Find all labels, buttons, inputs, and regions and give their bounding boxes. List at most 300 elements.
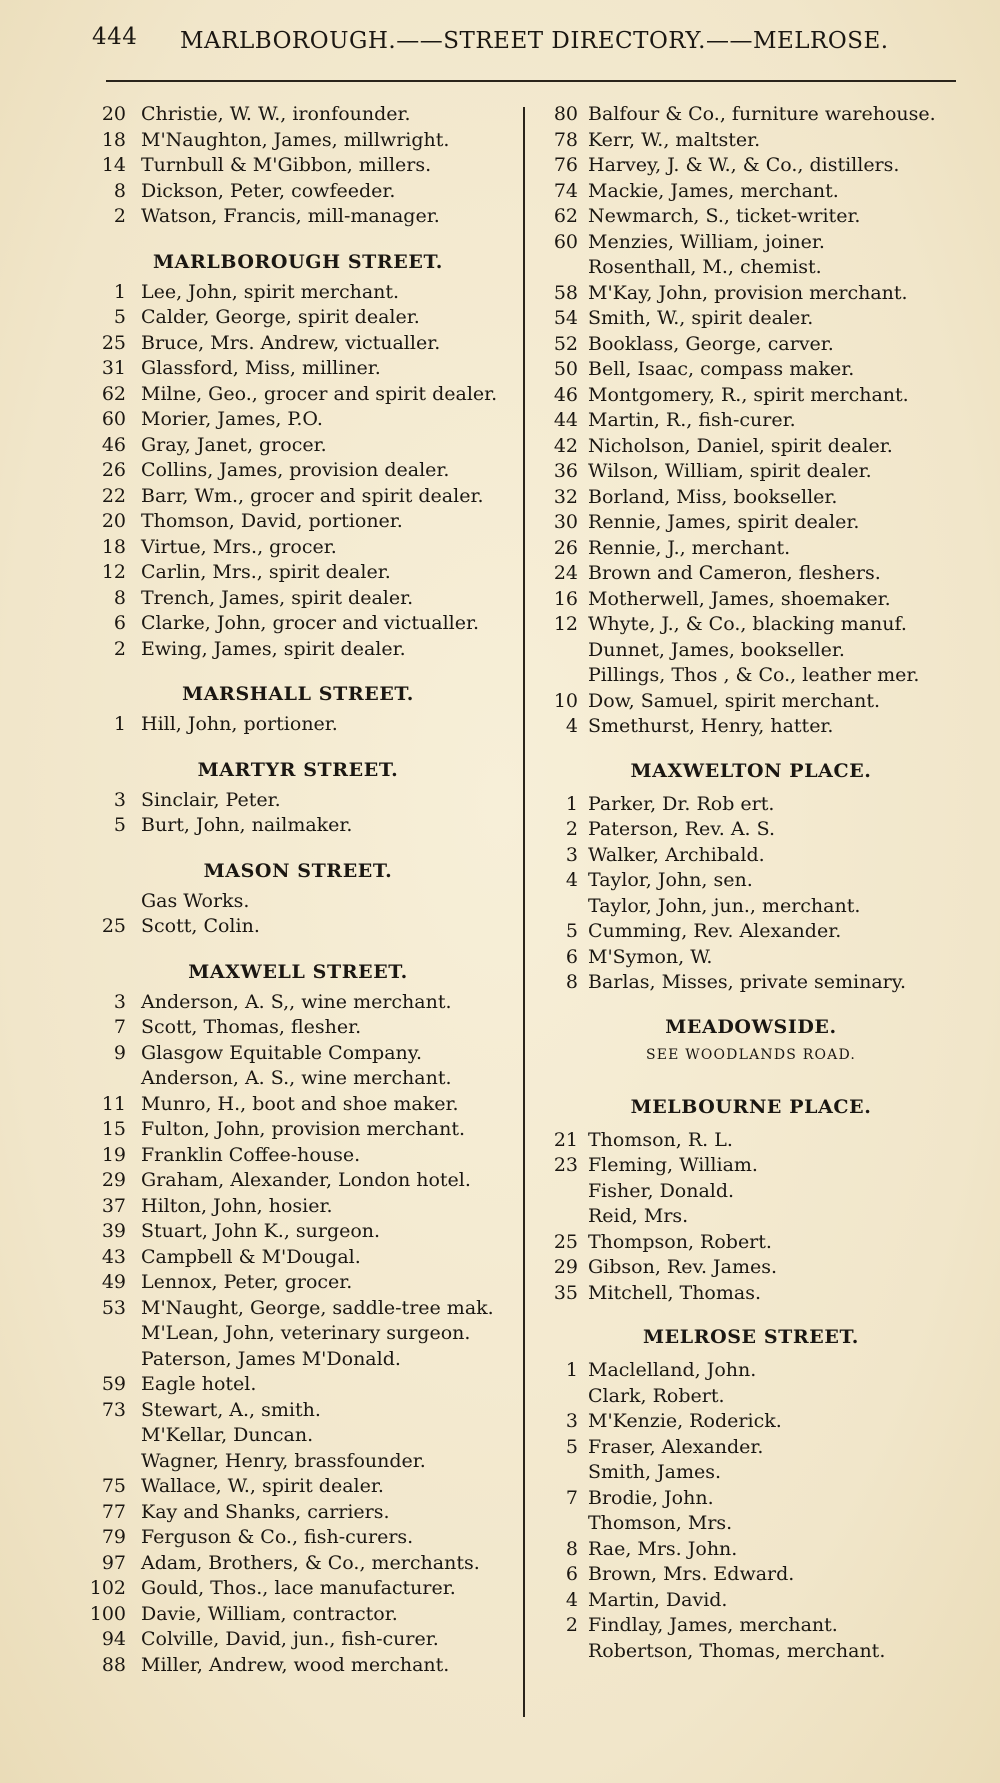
directory-entry bbox=[78, 1296, 518, 1322]
resident-name: Dickson, Peter, cowfeeder. bbox=[141, 179, 396, 202]
resident-name: Motherwell, James, shoemaker. bbox=[588, 587, 891, 610]
directory-entry bbox=[536, 970, 966, 996]
directory-entry bbox=[78, 1551, 518, 1577]
directory-entry bbox=[78, 1500, 518, 1526]
spacer bbox=[78, 705, 518, 712]
directory-entry bbox=[536, 894, 966, 920]
house-number: 36 bbox=[553, 460, 578, 482]
directory-entry bbox=[536, 1486, 966, 1512]
house-number: 7 bbox=[565, 1486, 578, 1509]
directory-entry bbox=[536, 1588, 966, 1614]
house-number: 35 bbox=[553, 1281, 578, 1304]
directory-entry bbox=[78, 1270, 518, 1296]
spacer bbox=[536, 1118, 966, 1128]
resident-name: Gray, Janet, grocer. bbox=[141, 433, 327, 456]
resident-name: Dow, Samuel, spirit merchant. bbox=[588, 689, 881, 712]
resident-name: Virtue, Mrs., grocer. bbox=[141, 535, 337, 558]
directory-entry bbox=[536, 102, 966, 128]
street-heading: MARTYR STREET. bbox=[197, 758, 399, 781]
house-number: 30 bbox=[553, 511, 578, 533]
directory-entry bbox=[78, 382, 518, 408]
resident-name: M'Naughton, James, millwright. bbox=[141, 128, 450, 151]
resident-name: Walker, Archibald. bbox=[588, 843, 765, 866]
spacer bbox=[78, 839, 518, 860]
resident-name: Fleming, William. bbox=[588, 1154, 758, 1176]
house-number: 80 bbox=[553, 103, 578, 125]
house-number: 1 bbox=[113, 280, 126, 303]
directory-entry bbox=[78, 1321, 518, 1347]
house-number: 60 bbox=[101, 408, 126, 430]
directory-entry bbox=[78, 1347, 518, 1373]
house-number: 1 bbox=[113, 713, 126, 735]
resident-name: Hilton, John, hosier. bbox=[141, 1194, 333, 1217]
directory-entry bbox=[536, 255, 966, 281]
resident-name: Dunnet, James, bookseller. bbox=[588, 638, 845, 661]
directory-entry bbox=[536, 612, 966, 638]
resident-name: Miller, Andrew, wood merchant. bbox=[141, 1653, 450, 1676]
spacer bbox=[78, 273, 518, 280]
directory-entry bbox=[78, 535, 518, 561]
house-number: 15 bbox=[101, 1118, 126, 1140]
directory-entry bbox=[536, 281, 966, 307]
resident-name: Collins, James, provision dealer. bbox=[141, 459, 450, 481]
directory-entry bbox=[78, 1398, 518, 1424]
house-number: 3 bbox=[113, 990, 126, 1013]
directory-entry bbox=[536, 638, 966, 664]
directory-entry bbox=[536, 919, 966, 945]
street-heading: MELROSE STREET. bbox=[643, 1326, 859, 1348]
house-number: 39 bbox=[101, 1220, 126, 1242]
directory-entry bbox=[78, 305, 518, 331]
resident-name: Eagle hotel. bbox=[141, 1373, 257, 1395]
directory-entry bbox=[536, 561, 966, 587]
directory-entry bbox=[78, 484, 518, 510]
directory-entry bbox=[78, 1168, 518, 1194]
resident-name: Mackie, James, merchant. bbox=[588, 179, 839, 202]
resident-name: Rennie, James, spirit dealer. bbox=[588, 511, 860, 533]
resident-name: Reid, Mrs. bbox=[588, 1205, 689, 1227]
house-number: 7 bbox=[113, 1016, 126, 1038]
directory-entry bbox=[78, 788, 518, 814]
directory-entry bbox=[536, 510, 966, 536]
directory-entry bbox=[78, 407, 518, 433]
spacer bbox=[78, 230, 518, 251]
house-number: 5 bbox=[113, 814, 126, 836]
directory-entry bbox=[536, 792, 966, 818]
street-heading: MELBOURNE PLACE. bbox=[630, 1095, 872, 1118]
house-number: 74 bbox=[553, 179, 578, 202]
resident-name: M'Kay, John, provision merchant. bbox=[588, 281, 908, 304]
house-number: 102 bbox=[89, 1577, 126, 1599]
directory-entry bbox=[78, 1117, 518, 1143]
directory-entry bbox=[536, 485, 966, 511]
spacer bbox=[536, 996, 966, 1016]
header-rule bbox=[106, 80, 956, 82]
resident-name: Fulton, John, provision merchant. bbox=[141, 1118, 465, 1140]
spacer bbox=[78, 738, 518, 759]
house-number: 21 bbox=[553, 1128, 578, 1151]
resident-name: Graham, Alexander, London hotel. bbox=[141, 1169, 471, 1191]
directory-entry bbox=[78, 356, 518, 382]
resident-name: Martin, R., fish-curer. bbox=[588, 409, 796, 431]
resident-name: Sinclair, Peter. bbox=[141, 788, 281, 811]
house-number: 2 bbox=[565, 818, 578, 840]
resident-name: Stewart, A., smith. bbox=[141, 1398, 321, 1421]
resident-name: Martin, David. bbox=[588, 1588, 728, 1611]
directory-entry bbox=[78, 1015, 518, 1041]
directory-entry bbox=[536, 153, 966, 179]
resident-name: Wallace, W., spirit dealer. bbox=[141, 1475, 384, 1497]
house-number: 24 bbox=[553, 562, 578, 584]
resident-name: Scott, Colin. bbox=[141, 915, 260, 937]
house-number: 8 bbox=[113, 179, 126, 202]
resident-name: M'Lean, John, veterinary surgeon. bbox=[141, 1322, 471, 1344]
resident-name: Montgomery, R., spirit merchant. bbox=[588, 383, 909, 406]
house-number: 49 bbox=[101, 1271, 126, 1293]
directory-entry bbox=[78, 102, 518, 128]
street-heading: MAXWELTON PLACE. bbox=[630, 759, 872, 782]
directory-entry bbox=[536, 945, 966, 971]
directory-entry bbox=[78, 990, 518, 1016]
directory-entry bbox=[536, 689, 966, 715]
resident-name: Gas Works. bbox=[141, 889, 250, 912]
directory-entry bbox=[78, 889, 518, 915]
directory-entry bbox=[78, 1525, 518, 1551]
house-number: 25 bbox=[553, 1230, 578, 1253]
house-number: 3 bbox=[113, 788, 126, 811]
street-heading: MEADOWSIDE. bbox=[665, 1015, 837, 1038]
house-number: 20 bbox=[101, 510, 126, 532]
house-number: 46 bbox=[101, 433, 126, 456]
resident-name: Gould, Thos., lace manufacturer. bbox=[141, 1577, 456, 1599]
page-number: 444 bbox=[92, 24, 138, 50]
house-number: 25 bbox=[101, 915, 126, 937]
resident-name: Brown and Cameron, fleshers. bbox=[588, 562, 881, 584]
directory-entry bbox=[78, 1627, 518, 1653]
house-number: 5 bbox=[565, 920, 578, 942]
spacer bbox=[536, 1348, 966, 1358]
resident-name: Franklin Coffee-house. bbox=[141, 1143, 361, 1166]
resident-name: Rosenthall, M., chemist. bbox=[588, 256, 822, 278]
resident-name: Rennie, J., merchant. bbox=[588, 536, 791, 559]
resident-name: Gibson, Rev. James. bbox=[588, 1256, 778, 1278]
resident-name: Turnbull & M'Gibbon, millers. bbox=[141, 154, 432, 176]
house-number: 11 bbox=[101, 1092, 126, 1115]
resident-name: Taylor, John, sen. bbox=[588, 869, 753, 891]
resident-name: Thomson, R. L. bbox=[588, 1128, 733, 1151]
resident-name: Adam, Brothers, & Co., merchants. bbox=[141, 1551, 480, 1574]
house-number: 78 bbox=[553, 128, 578, 151]
resident-name: Pillings, Thos , & Co., leather mer. bbox=[588, 664, 920, 686]
house-number: 77 bbox=[101, 1500, 126, 1523]
house-number: 42 bbox=[553, 434, 578, 457]
running-title: MARLBOROUGH.——STREET DIRECTORY.——MELROSE. bbox=[180, 28, 889, 54]
spacer bbox=[536, 1076, 966, 1096]
resident-name: Robertson, Thomas, merchant. bbox=[588, 1639, 886, 1662]
directory-entry bbox=[536, 1128, 966, 1154]
resident-name: Watson, Francis, mill-manager. bbox=[141, 205, 440, 227]
directory-entry bbox=[536, 1409, 966, 1435]
resident-name: Brown, Mrs. Edward. bbox=[588, 1563, 795, 1585]
house-number: 26 bbox=[101, 459, 126, 481]
resident-name: Ferguson & Co., fish-curers. bbox=[141, 1526, 414, 1548]
house-number: 37 bbox=[101, 1194, 126, 1217]
resident-name: M'Naught, George, saddle-tree mak. bbox=[141, 1296, 494, 1319]
directory-entry bbox=[78, 1449, 518, 1475]
directory-entry bbox=[536, 1460, 966, 1486]
house-number: 18 bbox=[101, 535, 126, 558]
directory-entry bbox=[536, 1358, 966, 1384]
directory-entry bbox=[536, 332, 966, 358]
resident-name: Paterson, Rev. A. S. bbox=[588, 818, 776, 840]
house-number: 26 bbox=[553, 536, 578, 559]
resident-name: Clarke, John, grocer and victualler. bbox=[141, 612, 480, 634]
resident-name: Whyte, J., & Co., blacking manuf. bbox=[588, 613, 907, 635]
house-number: 59 bbox=[101, 1373, 126, 1395]
directory-entry bbox=[536, 843, 966, 869]
resident-name: M'Kellar, Duncan. bbox=[141, 1424, 314, 1446]
resident-name: Thomson, David, portioner. bbox=[141, 510, 403, 532]
resident-name: Maclelland, John. bbox=[588, 1359, 757, 1381]
house-number: 94 bbox=[101, 1628, 126, 1650]
resident-name: Cumming, Rev. Alexander. bbox=[588, 920, 842, 942]
house-number: 14 bbox=[101, 154, 126, 176]
directory-entry bbox=[536, 1204, 966, 1230]
directory-entry bbox=[78, 1474, 518, 1500]
house-number: 4 bbox=[565, 1588, 578, 1611]
resident-name: Morier, James, P.O. bbox=[141, 408, 323, 430]
resident-name: Glassford, Miss, milliner. bbox=[141, 357, 381, 379]
directory-entry bbox=[536, 204, 966, 230]
spacer bbox=[536, 1066, 966, 1076]
house-number: 4 bbox=[565, 715, 578, 737]
directory-entry bbox=[78, 509, 518, 535]
directory-entry bbox=[78, 611, 518, 637]
resident-name: Findlay, James, merchant. bbox=[588, 1614, 838, 1636]
house-number: 46 bbox=[553, 383, 578, 406]
resident-name: Milne, Geo., grocer and spirit dealer. bbox=[141, 382, 498, 405]
directory-entry bbox=[78, 331, 518, 357]
resident-name: Rae, Mrs. John. bbox=[588, 1537, 738, 1560]
directory-entry bbox=[536, 357, 966, 383]
house-number: 50 bbox=[553, 358, 578, 380]
house-number: 25 bbox=[101, 331, 126, 354]
resident-name: Calder, George, spirit dealer. bbox=[141, 306, 420, 328]
resident-name: Scott, Thomas, flesher. bbox=[141, 1016, 362, 1038]
resident-name: Newmarch, S., ticket-writer. bbox=[588, 205, 861, 227]
house-number: 12 bbox=[101, 561, 126, 583]
directory-entry bbox=[536, 1384, 966, 1410]
house-number: 20 bbox=[101, 103, 126, 125]
house-number: 6 bbox=[565, 1563, 578, 1585]
house-number: 10 bbox=[553, 689, 578, 712]
resident-name: Paterson, James M'Donald. bbox=[141, 1347, 401, 1370]
resident-name: Ewing, James, spirit dealer. bbox=[141, 637, 406, 660]
directory-entry bbox=[78, 128, 518, 154]
resident-name: Stuart, John K., surgeon. bbox=[141, 1220, 381, 1242]
spacer bbox=[78, 983, 518, 990]
directory-entry bbox=[78, 712, 518, 738]
directory-entry bbox=[78, 1423, 518, 1449]
directory-entry bbox=[78, 433, 518, 459]
house-number: 8 bbox=[565, 971, 578, 993]
spacer bbox=[78, 781, 518, 788]
directory-entry bbox=[78, 1576, 518, 1602]
resident-name: Colville, David, jun., fish-curer. bbox=[141, 1628, 439, 1650]
resident-name: Mitchell, Thomas. bbox=[588, 1281, 762, 1304]
house-number: 88 bbox=[101, 1653, 126, 1676]
resident-name: Kerr, W., maltster. bbox=[588, 128, 761, 151]
resident-name: Brodie, John. bbox=[588, 1486, 714, 1509]
house-number: 75 bbox=[101, 1475, 126, 1497]
house-number: 62 bbox=[553, 205, 578, 227]
resident-name: Munro, H., boot and shoe maker. bbox=[141, 1092, 459, 1115]
resident-name: Parker, Dr. Rob ert. bbox=[588, 792, 775, 815]
directory-entry bbox=[78, 1245, 518, 1271]
directory-entry bbox=[536, 408, 966, 434]
street-heading: MAXWELL STREET. bbox=[188, 960, 408, 983]
house-number: 76 bbox=[553, 154, 578, 176]
directory-entry bbox=[78, 458, 518, 484]
spacer bbox=[78, 662, 518, 683]
house-number: 22 bbox=[101, 484, 126, 507]
house-number: 8 bbox=[565, 1537, 578, 1560]
house-number: 97 bbox=[101, 1551, 126, 1574]
resident-name: M'Symon, W. bbox=[588, 945, 713, 968]
directory-entry bbox=[536, 714, 966, 740]
directory-entry bbox=[78, 1066, 518, 1092]
directory-entry bbox=[78, 914, 518, 940]
house-number: 2 bbox=[113, 205, 126, 227]
resident-name: Glasgow Equitable Company. bbox=[141, 1041, 423, 1064]
house-number: 5 bbox=[113, 306, 126, 328]
house-number: 6 bbox=[113, 612, 126, 634]
resident-name: Fraser, Alexander. bbox=[588, 1435, 764, 1458]
resident-name: Booklass, George, carver. bbox=[588, 332, 834, 355]
street-heading: MARLBOROUGH STREET. bbox=[153, 250, 443, 273]
resident-name: Lee, John, spirit merchant. bbox=[141, 280, 400, 303]
spacer bbox=[536, 740, 966, 760]
house-number: 58 bbox=[553, 281, 578, 304]
resident-name: M'Kenzie, Roderick. bbox=[588, 1410, 782, 1432]
directory-entry bbox=[536, 1281, 966, 1307]
house-number: 6 bbox=[565, 945, 578, 968]
resident-name: Kay and Shanks, carriers. bbox=[141, 1500, 390, 1523]
resident-name: Campbell & M'Dougal. bbox=[141, 1245, 361, 1268]
directory-entry bbox=[536, 128, 966, 154]
directory-entry bbox=[536, 1179, 966, 1205]
house-number: 54 bbox=[553, 307, 578, 329]
house-number: 5 bbox=[565, 1435, 578, 1458]
house-number: 19 bbox=[101, 1143, 126, 1166]
street-heading: MASON STREET. bbox=[203, 859, 393, 882]
house-number: 29 bbox=[553, 1256, 578, 1278]
directory-entry bbox=[78, 204, 518, 230]
house-number: 79 bbox=[101, 1526, 126, 1548]
resident-name: Anderson, A. S., wine merchant. bbox=[141, 1067, 452, 1089]
directory-entry bbox=[536, 1537, 966, 1563]
directory-entry bbox=[536, 536, 966, 562]
resident-name: Nicholson, Daniel, spirit dealer. bbox=[588, 434, 893, 457]
column-divider bbox=[523, 107, 525, 1717]
directory-entry bbox=[536, 179, 966, 205]
house-number: 3 bbox=[565, 1410, 578, 1432]
directory-entry bbox=[78, 1143, 518, 1169]
resident-name: Harvey, J. & W., & Co., distillers. bbox=[588, 154, 900, 176]
spacer bbox=[78, 940, 518, 961]
directory-entry bbox=[536, 1562, 966, 1588]
house-number: 60 bbox=[553, 230, 578, 253]
house-number: 9 bbox=[113, 1041, 126, 1064]
resident-name: Smethurst, Henry, hatter. bbox=[588, 715, 834, 737]
resident-name: Carlin, Mrs., spirit dealer. bbox=[141, 561, 391, 583]
spacer bbox=[536, 1306, 966, 1326]
directory-entry bbox=[78, 1041, 518, 1067]
resident-name: Barlas, Misses, private seminary. bbox=[588, 971, 906, 993]
house-number: 73 bbox=[101, 1398, 126, 1421]
directory-entry bbox=[78, 1194, 518, 1220]
house-number: 32 bbox=[553, 485, 578, 508]
directory-entry bbox=[536, 1230, 966, 1256]
resident-name: Balfour & Co., furniture warehouse. bbox=[588, 103, 936, 125]
house-number: 43 bbox=[101, 1245, 126, 1268]
directory-entry bbox=[536, 1511, 966, 1537]
resident-name: Hill, John, portioner. bbox=[141, 713, 338, 735]
resident-name: Clark, Robert. bbox=[588, 1384, 725, 1407]
house-number: 18 bbox=[101, 128, 126, 151]
directory-entry bbox=[78, 637, 518, 663]
resident-name: Davie, William, contractor. bbox=[141, 1602, 398, 1625]
directory-entry bbox=[536, 383, 966, 409]
page-header bbox=[92, 24, 962, 64]
resident-name: Menzies, William, joiner. bbox=[588, 230, 825, 253]
resident-name: Thomson, Mrs. bbox=[588, 1512, 733, 1534]
directory-entry bbox=[78, 813, 518, 839]
house-number: 44 bbox=[553, 409, 578, 431]
house-number: 1 bbox=[565, 1359, 578, 1381]
resident-name: Smith, W., spirit dealer. bbox=[588, 307, 814, 329]
directory-entry bbox=[78, 1372, 518, 1398]
directory-entry bbox=[78, 1653, 518, 1679]
directory-entry bbox=[536, 868, 966, 894]
directory-entry bbox=[536, 230, 966, 256]
directory-entry bbox=[536, 587, 966, 613]
resident-name: Barr, Wm., grocer and spirit dealer. bbox=[141, 484, 484, 507]
directory-entry bbox=[78, 1092, 518, 1118]
resident-name: Burt, John, nailmaker. bbox=[141, 814, 353, 836]
directory-entry bbox=[536, 1435, 966, 1461]
directory-entry bbox=[536, 663, 966, 689]
resident-name: Bell, Isaac, compass maker. bbox=[588, 358, 855, 380]
house-number: 23 bbox=[553, 1154, 578, 1176]
resident-name: Taylor, John, jun., merchant. bbox=[588, 894, 861, 917]
resident-name: Trench, James, spirit dealer. bbox=[141, 586, 414, 609]
directory-entry bbox=[536, 817, 966, 843]
left-column bbox=[78, 102, 518, 1678]
directory-entry bbox=[78, 280, 518, 306]
house-number: 53 bbox=[101, 1296, 126, 1319]
house-number: 31 bbox=[101, 357, 126, 379]
directory-entry bbox=[78, 153, 518, 179]
resident-name: Fisher, Donald. bbox=[588, 1179, 735, 1202]
directory-entry bbox=[536, 1153, 966, 1179]
spacer bbox=[536, 782, 966, 792]
house-number: 16 bbox=[553, 587, 578, 610]
resident-name: Borland, Miss, bookseller. bbox=[588, 485, 838, 508]
resident-name: Christie, W. W., ironfounder. bbox=[141, 103, 411, 125]
house-number: 1 bbox=[565, 792, 578, 815]
directory-entry bbox=[78, 586, 518, 612]
